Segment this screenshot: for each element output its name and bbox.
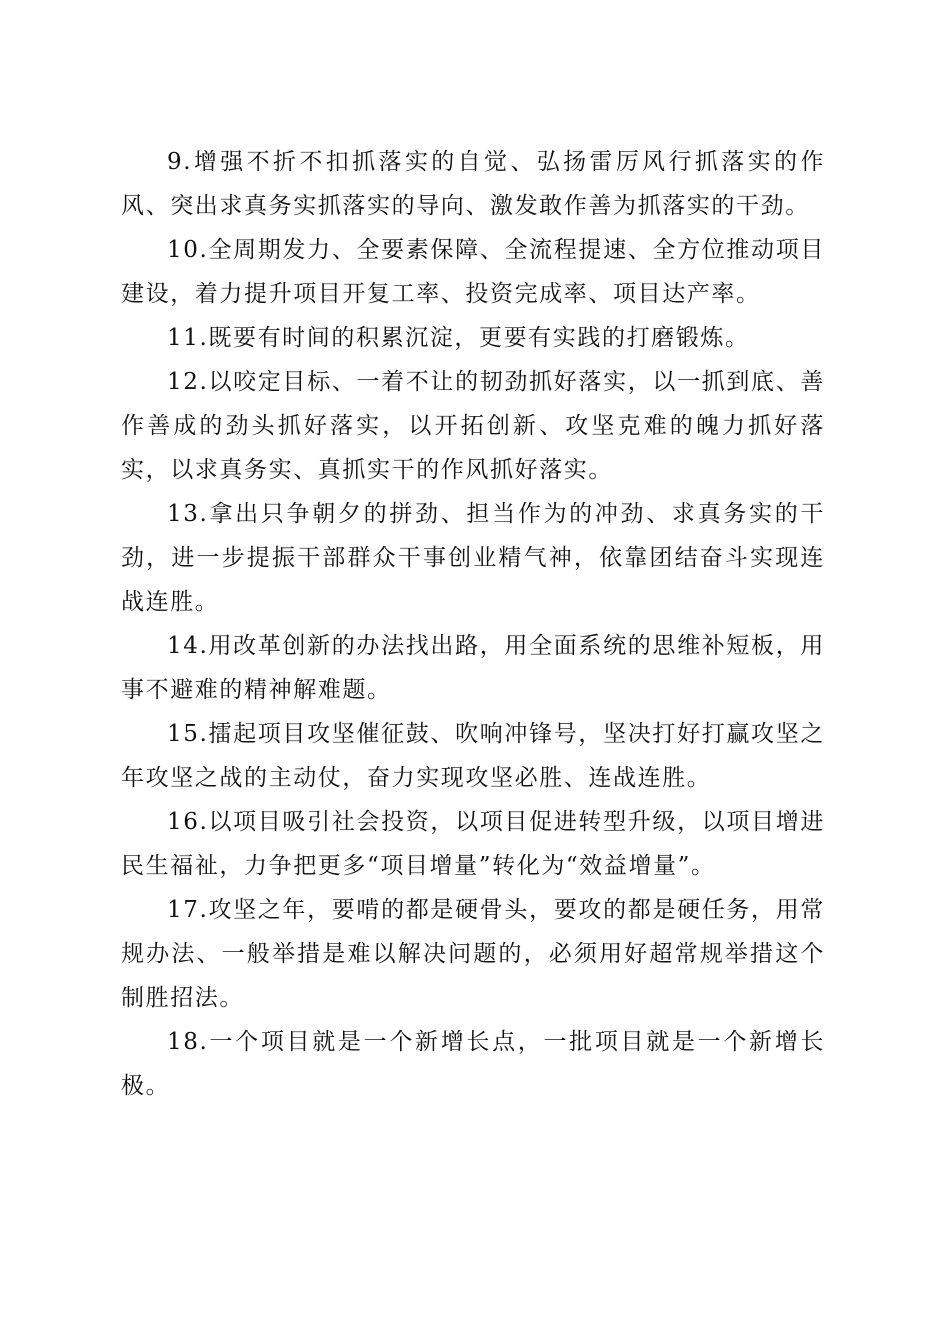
- paragraph-11: 11.既要有时间的积累沉淀，更要有实践的打磨锻炼。: [167, 325, 750, 351]
- paragraph-12: 12.以咬定目标、一着不让的韧劲抓好落实，以一抓到底、善作善成的劲头抓好落实，以开拓创新、攻坚克难的魄力抓好落实，以求真务实、真抓实干的作风抓好落实。: [121, 369, 825, 483]
- paragraph-10: 10.全周期发力、全要素保障、全流程提速、全方位推动项目建设，着力提升项目开复工率、投资完成率、项目达产率。: [121, 237, 825, 307]
- paragraph-16: 16.以项目吸引社会投资，以项目促进转型升级，以项目增进民生福祉，力争把更多“项目增量”转化为“效益增量”。: [121, 809, 825, 879]
- document-page: [121, 140, 825, 1108]
- paragraph-15: 15.擂起项目攻坚催征鼓、吹响冲锋号，坚决打好打赢攻坚之年攻坚之战的主动仗，奋力实现攻坚必胜、连战连胜。: [121, 721, 825, 791]
- paragraph-18: 18.一个项目就是一个新增长点，一批项目就是一个新增长极。: [121, 1029, 825, 1099]
- paragraph-13: 13.拿出只争朝夕的拼劲、担当作为的冲劲、求真务实的干劲，进一步提振干部群众干事创业精气神，依靠团结奋斗实现连战连胜。: [121, 501, 825, 615]
- paragraph-14: 14.用改革创新的办法找出路，用全面系统的思维补短板，用事不避难的精神解难题。: [121, 633, 825, 703]
- paragraph-17: 17.攻坚之年，要啃的都是硬骨头，要攻的都是硬任务，用常规办法、一般举措是难以解决问题的，必须用好超常规举措这个制胜招法。: [121, 897, 825, 1011]
- paragraph-9: 9.增强不折不扣抓落实的自觉、弘扬雷厉风行抓落实的作风、突出求真务实抓落实的导向、激发敢作善为抓落实的干劲。: [121, 149, 825, 219]
